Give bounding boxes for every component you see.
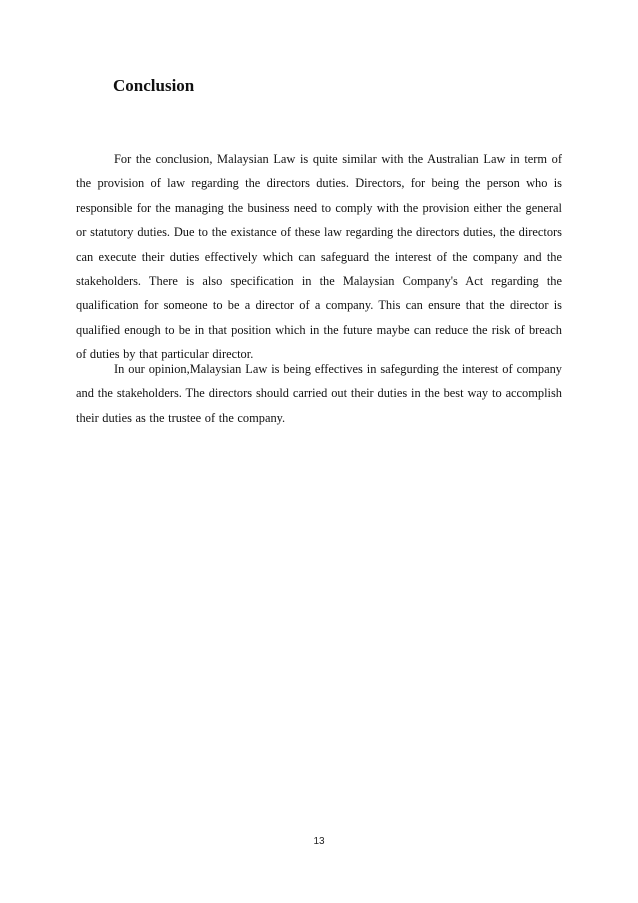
paragraph-2-text: In our opinion,Malaysian Law is being effectives in safegurding the interest of company and the stakeholders. The directors should carried out their duties in the best way to accomplish their duties as the trustee of the company.	[76, 362, 562, 425]
paragraph-1-text: For the conclusion, Malaysian Law is quite similar with the Australian Law in term of the provision of law regarding the directors duties. Directors, for being the person who is responsible for the managing the business need to comply with the provision either the general or statutory duties. Due to the existance of these law regarding the directors duties, the directors can execute their duties effectively which can safeguard the interest of the company and the stakeholders. There is also specification in the Malaysian Company's Act regarding the qualification for someone to be a director of a company. This can ensure that the director is qualified enough to be in that position which in the future maybe can reduce the risk of breach of duties by that particular director.	[76, 152, 562, 362]
section-heading: Conclusion	[113, 76, 195, 95]
paragraph-1	[76, 147, 562, 367]
paragraph-2	[76, 357, 562, 430]
page-number: 13	[313, 836, 325, 847]
